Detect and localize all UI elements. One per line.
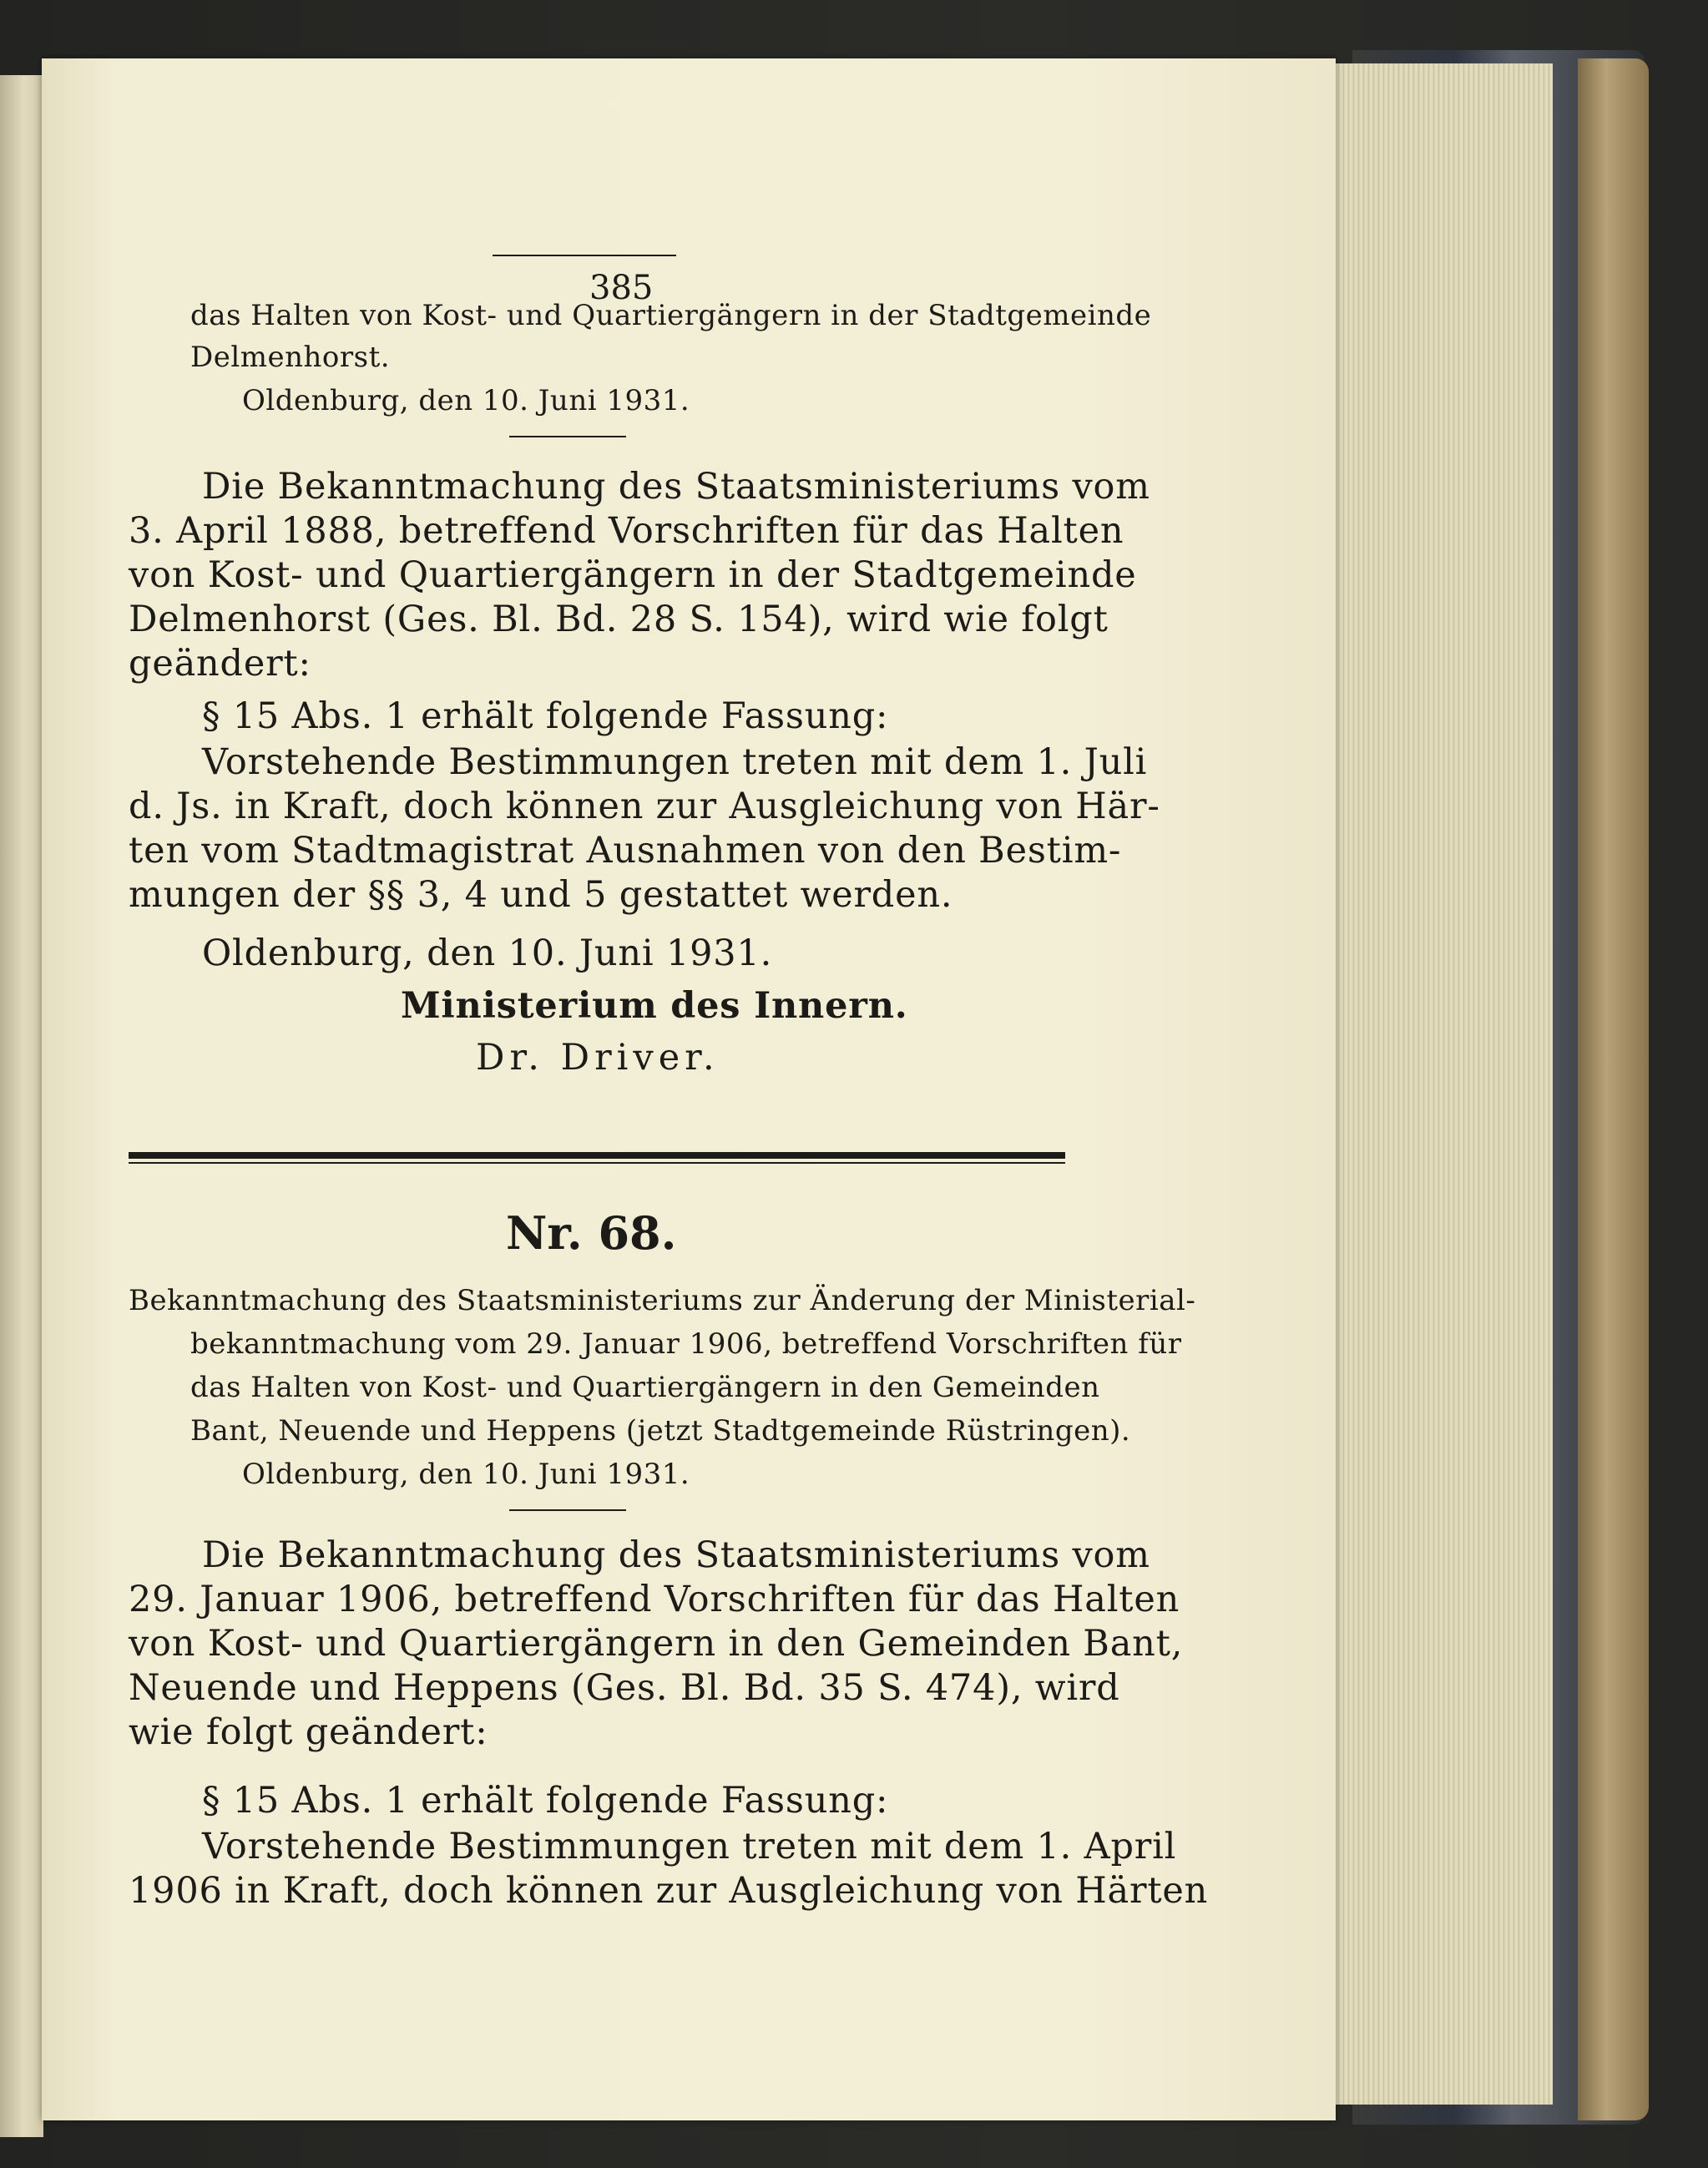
section1-paragraph: § 15 Abs. 1 erhält folgende Fassung: bbox=[202, 695, 889, 737]
section1-title-line: Delmenhorst. bbox=[190, 341, 391, 374]
section2-body-line: wie folgt geändert: bbox=[129, 1711, 488, 1753]
section1-provision-line: d. Js. in Kraft, doch können zur Ausgleichung von Här- bbox=[129, 786, 1160, 827]
section2-number: Nr. 68. bbox=[506, 1206, 677, 1260]
section2-provision-line: 1906 in Kraft, doch können zur Ausgleichung von Härten bbox=[129, 1870, 1209, 1912]
section2-date-rule bbox=[509, 1509, 626, 1511]
section1-body-line: Delmenhorst (Ges. Bl. Bd. 28 S. 154), wird wie folgt bbox=[129, 599, 1109, 640]
section-separator-thin bbox=[129, 1162, 1065, 1164]
section1-date: Oldenburg, den 10. Juni 1931. bbox=[242, 384, 690, 417]
document-page bbox=[42, 58, 1336, 2120]
left-page-edge bbox=[0, 75, 43, 2137]
section2-body-line: Neuende und Heppens (Ges. Bl. Bd. 35 S. 474), wird bbox=[129, 1667, 1120, 1709]
section2-body-line: von Kost- und Quartiergängern in den Gemeinden Bant, bbox=[129, 1623, 1184, 1665]
section2-title-line: bekanntmachung vom 29. Januar 1906, betreffend Vorschriften für bbox=[190, 1327, 1182, 1361]
section1-provision-line: ten vom Stadtmagistrat Ausnahmen von den Bestim- bbox=[129, 830, 1122, 872]
section1-body-line: Die Bekanntmachung des Staatsministeriums vom bbox=[202, 466, 1150, 508]
section1-provision-line: mungen der §§ 3, 4 und 5 gestattet werden. bbox=[129, 874, 953, 916]
section-separator-thick bbox=[129, 1152, 1065, 1159]
section2-body-line: 29. Januar 1906, betreffend Vorschriften für das Halten bbox=[129, 1579, 1180, 1620]
section1-body-line: geändert: bbox=[129, 643, 311, 685]
section2-title-line: Bekanntmachung des Staatsministeriums zur Änderung der Ministerial- bbox=[129, 1284, 1196, 1317]
book-cover-edge bbox=[1578, 58, 1649, 2120]
section2-title-line: Bant, Neuende und Heppens (jetzt Stadtgemeinde Rüstringen). bbox=[190, 1414, 1131, 1448]
section1-signatory: Dr. Driver. bbox=[476, 1037, 720, 1079]
section1-body-line: 3. April 1888, betreffend Vorschriften für das Halten bbox=[129, 510, 1124, 552]
section1-date-rule bbox=[509, 436, 626, 437]
page-number: 385 bbox=[589, 269, 654, 307]
section1-body-line: von Kost- und Quartiergängern in der Stadtgemeinde bbox=[129, 554, 1137, 596]
section1-ministry: Ministerium des Innern. bbox=[401, 985, 908, 1027]
page-number-rule bbox=[493, 255, 676, 256]
section2-date: Oldenburg, den 10. Juni 1931. bbox=[242, 1458, 690, 1491]
section1-provision-line: Vorstehende Bestimmungen treten mit dem 1. Juli bbox=[202, 741, 1148, 783]
section1-title-line: das Halten von Kost- und Quartiergängern in der Stadtgemeinde bbox=[190, 299, 1152, 332]
section2-provision-line: Vorstehende Bestimmungen treten mit dem 1. April bbox=[202, 1826, 1177, 1867]
section1-closing-date: Oldenburg, den 10. Juni 1931. bbox=[202, 932, 773, 974]
page-stack-edge bbox=[1315, 63, 1553, 2105]
section2-body-line: Die Bekanntmachung des Staatsministeriums vom bbox=[202, 1534, 1150, 1576]
section2-paragraph: § 15 Abs. 1 erhält folgende Fassung: bbox=[202, 1780, 889, 1822]
section2-title-line: das Halten von Kost- und Quartiergängern in den Gemeinden bbox=[190, 1371, 1100, 1404]
